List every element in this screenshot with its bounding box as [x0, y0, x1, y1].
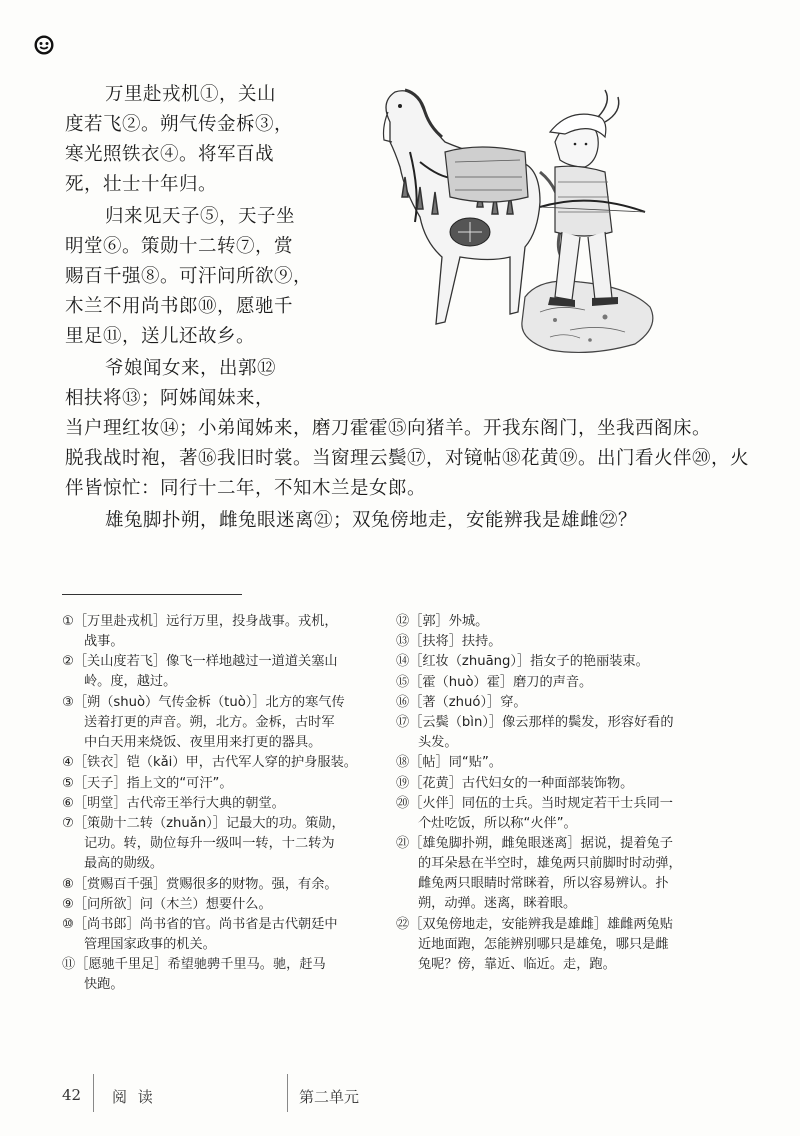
footnote [62, 612, 338, 652]
footnote [396, 713, 674, 753]
footnote-number: ⑫ [396, 614, 410, 629]
footnote-number: ⑩ [62, 917, 74, 932]
poem-line: 度若飞②。朔气传金柝③， [65, 114, 294, 135]
footnote-text: ［云鬓（bìn）］像云那样的鬓发，形容好看的 [409, 715, 674, 730]
poem-line: 明堂⑥。策勋十二转⑦，赏 [65, 236, 294, 257]
footnote-number: ⑧ [62, 876, 74, 892]
footnote-text: 的耳朵悬在半空时，雄兔两只前脚时时动弹， [418, 856, 682, 872]
footnote-number: ⑱ [396, 755, 410, 771]
poem-line: 万里赴戎机①，关山 [105, 84, 277, 105]
footnote [396, 632, 502, 652]
footnote-text: ［明堂］古代帝王举行大典的朝堂。 [73, 795, 285, 811]
footnote-number: ⑤ [62, 775, 74, 791]
footnote [62, 915, 338, 955]
footnote-number: ⑥ [62, 795, 74, 811]
footnote-text: ［雄兔脚扑朔，雌兔眼迷离］据说，提着兔子 [409, 836, 673, 852]
footnote [62, 652, 338, 692]
poem-line: 赐百千强⑧。可汗问所欲⑨， [65, 266, 313, 287]
footnote-number: ⑬ [396, 634, 410, 650]
footnote-text: ［愿驰千里足］希望驰骋千里马。驰，赶马 [75, 957, 326, 973]
footnote-text: ［郭］外城。 [409, 614, 489, 629]
footnote [396, 612, 488, 632]
footnote-number: ⑦ [62, 816, 74, 831]
footnote-number: ① [62, 614, 74, 629]
footnote-text: 记功。转，勋位每升一级叫一转，十二转为 [84, 836, 335, 851]
footnote [396, 794, 673, 834]
footnote [396, 693, 527, 713]
footnote-text: ［关山度若飞］像飞一样地越过一道道关塞山 [73, 654, 338, 670]
footnote [396, 673, 592, 693]
footnote-text: 近地面跑，怎能辨别哪只是雄兔，哪只是雌 [418, 937, 669, 952]
footnote-text: 快跑。 [84, 977, 124, 993]
footnote [396, 774, 633, 794]
footnote-number: ⑪ [62, 957, 76, 973]
footnote [62, 875, 338, 895]
footnote-text: 个灶吃饭，所以称“火伴”。 [418, 815, 577, 831]
page-number: 42 [62, 1086, 82, 1104]
footnote-text: 雌兔两只眼睛时常眯着，所以容易辨认。扑 [418, 876, 669, 892]
footnote-text: 战事。 [84, 634, 124, 649]
footnote-text: ［著（zhuó）］穿。 [409, 694, 527, 710]
footnote-text: ［策勋十二转（zhuǎn）］记最大的功。策勋， [73, 816, 345, 831]
footnote-text: ［霍（huò）霍］磨刀的声音。 [409, 674, 593, 690]
footnote-number: ⑯ [396, 694, 410, 710]
footnote [62, 814, 345, 874]
footnote-text: ［朔（shuò）气传金柝（tuò）］北方的寒气传 [73, 694, 345, 710]
poem-line: 木兰不用尚书郎⑩，愿驰千 [65, 296, 294, 317]
footnote-number: ⑭ [396, 654, 410, 670]
footnote-text: 送着打更的声音。朔，北方。金柝，古时军 [84, 714, 335, 730]
footnote-divider [62, 594, 242, 595]
footnote-text: 兔呢？傍，靠近、临近。走，跑。 [418, 957, 616, 972]
footer-section: 阅 读 [112, 1088, 156, 1106]
footnote [62, 794, 285, 814]
footnote-text: ［红妆（zhuāng）］指女子的艳丽装束。 [409, 654, 649, 670]
footnote-text: ［火伴］同伍的士兵。当时规定若干士兵同一 [409, 795, 673, 811]
footnote-text: ［双兔傍地走，安能辨我是雄雌］雄雌两兔贴 [409, 917, 673, 932]
footnote-text: 头发。 [418, 735, 458, 750]
footnote [62, 693, 345, 753]
footnote-number: ㉒ [396, 917, 410, 932]
footnote-text: 最高的勋级。 [84, 856, 164, 871]
footnote [62, 774, 233, 794]
footnote-text: 岭。度，越过。 [84, 674, 177, 690]
footnote-text: 中白天用来烧饭、夜里用来打更的器具。 [84, 734, 322, 750]
poem-line: 里足⑪，送儿还故乡。 [65, 326, 256, 347]
footnote-text: ［花黄］古代妇女的一种面部装饰物。 [409, 775, 634, 791]
footnote-text: ［铁衣］铠（kǎi）甲，古代军人穿的护身服装。 [73, 755, 357, 771]
footnote-number: ④ [62, 755, 74, 771]
footnote-text: ［尚书郎］尚书省的官。尚书省是古代朝廷中 [73, 917, 338, 932]
footnote-number: ② [62, 654, 74, 670]
footnote-text: 朔，动弹。迷离，眯着眼。 [418, 896, 577, 912]
poem-line: 当户理红妆⑭；小弟闻姊来，磨刀霍霍⑮向猪羊。开我东阁门，坐我西阁床。 [65, 418, 712, 439]
footnote [396, 915, 673, 975]
footer-divider [287, 1074, 288, 1112]
footnote-text: ［天子］指上文的“可汗”。 [73, 775, 233, 791]
footnote-number: ⑰ [396, 715, 410, 730]
footnote [396, 753, 502, 773]
footnote-number: ⑨ [62, 896, 74, 912]
footnote [62, 895, 272, 915]
footer-divider [93, 1074, 94, 1112]
smiley-icon [34, 35, 54, 55]
footnote-number: ⑲ [396, 775, 410, 791]
poem-line: 伴皆惊忙：同行十二年，不知木兰是女郎。 [65, 478, 427, 499]
poem-line: 归来见天子⑤，天子坐 [105, 206, 296, 227]
footnote-number: ⑳ [396, 795, 410, 811]
poem-line: 寒光照铁衣④。将军百战 [65, 144, 275, 165]
footnote [396, 834, 682, 914]
footnote [396, 652, 649, 672]
footnote [62, 955, 326, 995]
footnote-text: ［问所欲］问（木兰）想要什么。 [73, 896, 272, 912]
footnote-text: ［扶将］扶持。 [409, 634, 502, 650]
poem-line: 爷娘闻女来，出郭⑫ [105, 358, 277, 379]
mulan-horse-illustration [350, 82, 675, 372]
footnote-number: ⑮ [396, 674, 410, 690]
footnote-text: ［赏赐百千强］赏赐很多的财物。强，有余。 [73, 876, 338, 892]
footer-unit: 第二单元 [299, 1088, 360, 1106]
footnote [62, 753, 357, 773]
poem-line: 相扶将⑬；阿姊闻妹来， [65, 388, 275, 409]
poem-line: 雄兔脚扑朔，雌兔眼迷离㉑；双兔傍地走，安能辨我是雄雌㉒？ [105, 510, 638, 531]
footnote-text: ［帖］同“贴”。 [409, 755, 502, 771]
poem-line: 死，壮士十年归。 [65, 174, 218, 195]
poem-line: 脱我战时袍，著⑯我旧时裳。当窗理云鬓⑰，对镜帖⑱花黄⑲。出门看火伴⑳，火 [65, 448, 750, 469]
footnote-number: ㉑ [396, 836, 410, 852]
footnote-text: 管理国家政事的机关。 [84, 937, 216, 952]
footnote-number: ③ [62, 694, 74, 710]
footnote-text: ［万里赴戎机］远行万里，投身战事。戎机， [73, 614, 338, 629]
